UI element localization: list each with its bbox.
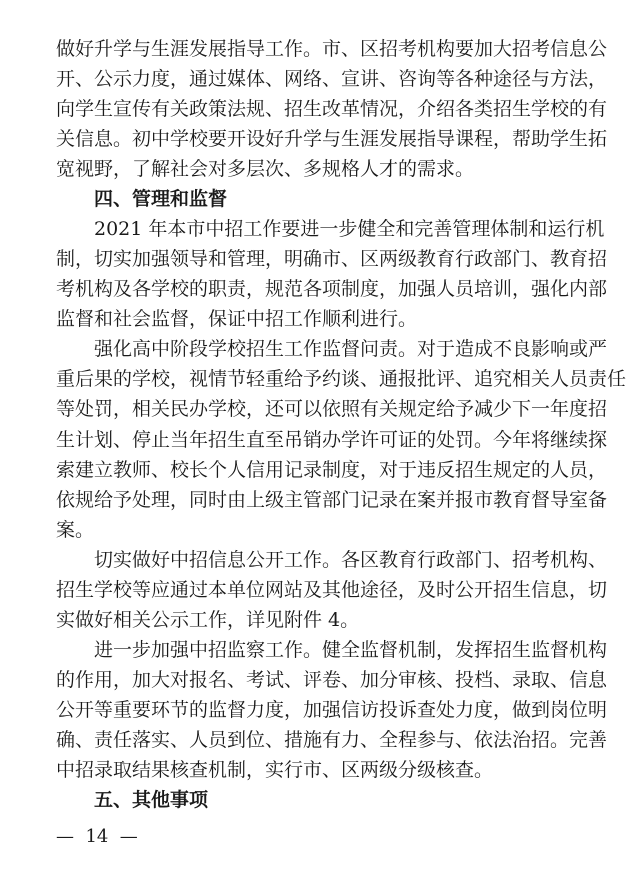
paragraph-line: 等处罚，相关民办学校，还可以依照有关规定给予减少下一年度招 [56, 398, 608, 421]
section-heading: 四、管理和监督 [94, 188, 228, 211]
paragraph-line: 生计划、停止当年招生直至吊销办学许可证的处罚。今年将继续探 [56, 428, 608, 451]
paragraph-line: 进一步加强中招监察工作。健全监督机制，发挥招生监督机构 [94, 638, 608, 661]
paragraph-line: 依规给予处理，同时由上级主管部门记录在案并报市教育督导室备 [56, 488, 608, 511]
paragraph-line: 中招录取结果核查机制，实行市、区两级分级核查。 [56, 758, 494, 781]
paragraph-line: 强化高中阶段学校招生工作监督问责。对于造成不良影响或严 [94, 338, 608, 361]
paragraph-line: 开、公示力度，通过媒体、网络、宣讲、咨询等各种途径与方法， [56, 68, 608, 91]
paragraph-line: 索建立教师、校长个人信用记录制度，对于违反招生规定的人员， [56, 458, 608, 481]
paragraph-line: 确、责任落实、人员到位、措施有力、全程参与、依法治招。完善 [56, 728, 608, 751]
paragraph-line: 2021 年本市中招工作要进一步健全和完善管理体制和运行机 [94, 218, 605, 241]
paragraph-line: 公开等重要环节的监督力度，加强信访投诉查处力度，做到岗位明 [56, 698, 608, 721]
paragraph-line: 招生学校等应通过本单位网站及其他途径，及时公开招生信息，切 [56, 578, 608, 601]
paragraph-line: 向学生宣传有关政策法规、招生改革情况，介绍各类招生学校的有 [56, 98, 608, 121]
section-heading: 五、其他事项 [94, 788, 209, 811]
paragraph-line: 重后果的学校，视情节轻重给予约谈、通报批评、追究相关人员责任 [56, 368, 627, 391]
paragraph-line: 切实做好中招信息公开工作。各区教育行政部门、招考机构、 [94, 548, 608, 571]
paragraph-line: 宽视野，了解社会对多层次、多规格人才的需求。 [56, 158, 475, 181]
paragraph-line: 实做好相关公示工作，详见附件 4。 [56, 608, 360, 631]
paragraph-line: 做好升学与生涯发展指导工作。市、区招考机构要加大招考信息公 [56, 38, 608, 60]
paragraph-line: 关信息。初中学校要开设好升学与生涯发展指导课程，帮助学生拓 [56, 128, 608, 151]
paragraph-line: 制，切实加强领导和管理，明确市、区两级教育行政部门、教育招 [56, 248, 608, 271]
paragraph-line: 案。 [56, 518, 95, 541]
paragraph-line: 的作用，加大对报名、考试、评卷、加分审核、投档、录取、信息 [56, 668, 608, 691]
paragraph-line: 考机构及各学校的职责，规范各项制度，加强人员培训，强化内部 [56, 278, 608, 301]
page-number: — 14 — [56, 826, 138, 847]
paragraph-line: 监督和社会监督，保证中招工作顺利进行。 [56, 308, 418, 331]
